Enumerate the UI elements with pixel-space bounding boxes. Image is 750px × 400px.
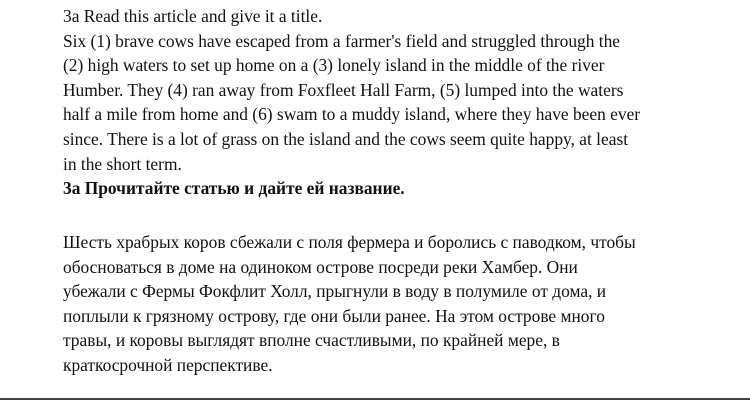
english-line-4: half a mile from home and (6) swam to a muddy island, where they have been ever [63,104,641,125]
english-line-1: Six (1) brave cows have escaped from a farmer's field and struggled through the [63,30,621,51]
russian-translation [63,230,723,378]
english-exercise [63,4,733,201]
english-line-3: Humber. They (4) ran away from Foxfleet Hall Farm, (5) lumped into the waters [63,79,624,100]
russian-line-1: Шесть храбрых коров сбежали с поля фермера и боролись с паводком, чтобы [63,232,636,252]
russian-line-5: травы, и коровы выглядят вполне счастливыми, по крайней мере, в [63,330,560,351]
russian-line-4: поплыли к грязному острову, где они были ранее. На этом острове много [63,305,605,326]
english-line-5: since. There is a lot of grass on the island and the cows seem quite happy, at least [63,128,629,149]
russian-heading: 3а Прочитайте статью и дайте ей название. [63,178,405,199]
english-line-2: (2) high waters to set up home on a (3) lonely island in the middle of the river [63,55,605,76]
english-line-6: in the short term. [63,153,182,174]
english-heading: 3a Read this article and give it a title. [63,6,323,26]
russian-line-6: краткосрочной перспективе. [63,354,273,375]
russian-line-2: обосноваться в доме на одиноком острове посреди реки Хамбер. Они [63,256,578,277]
russian-line-3: убежали с Фермы Фокфлит Холл, прыгнули в воду в полумиле от дома, и [63,281,607,302]
